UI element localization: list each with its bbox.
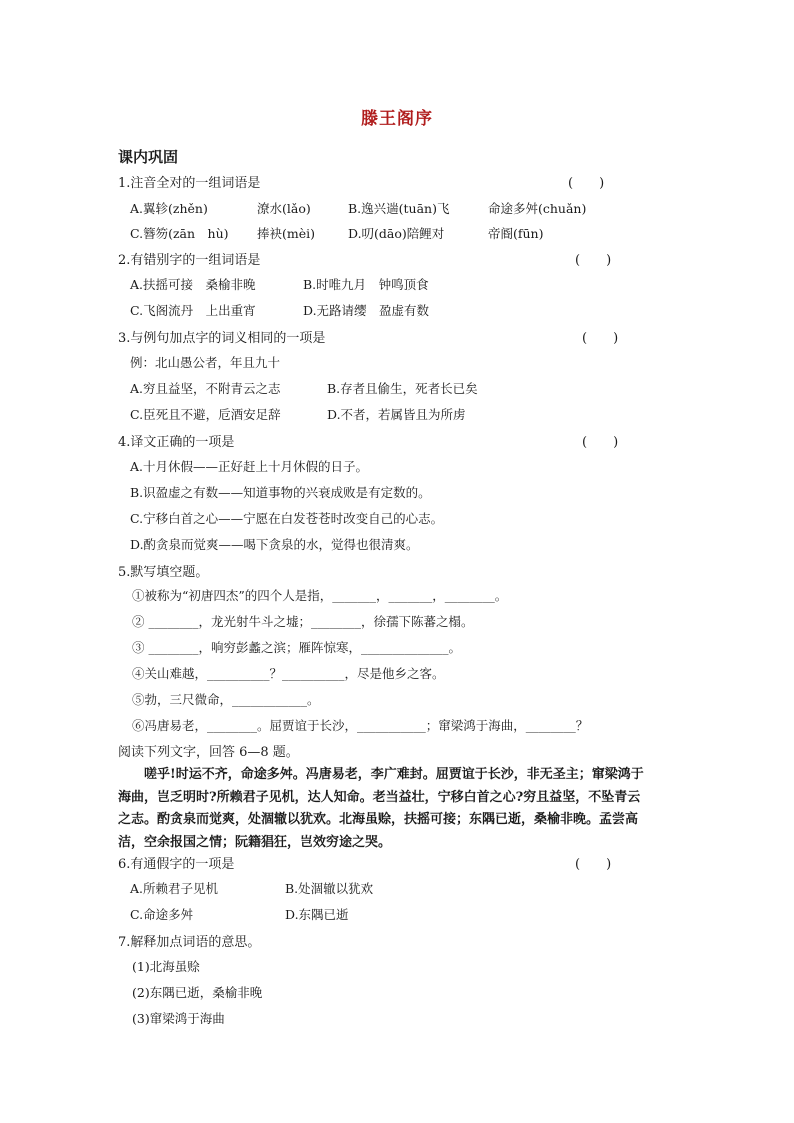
- q3-option-a: A.穷且益坚，不附青云之志: [130, 381, 281, 396]
- q5-blank-line-5: ⑤勃，三尺微命，____________。: [132, 692, 320, 707]
- q3-option-c: C.臣死且不避，卮酒安足辞: [130, 407, 281, 422]
- q7-item-1: (1)北海虽赊: [132, 959, 200, 974]
- q6-option-c: C.命途多舛: [130, 907, 194, 922]
- q4-stem: 4.译文正确的一项是: [118, 435, 235, 450]
- q2-answer-paren: ( ): [575, 253, 612, 268]
- q5-blank-line-2: ② ________，龙光射牛斗之墟；________，徐孺下陈蕃之榻。: [132, 614, 474, 629]
- q4-option-b: B.识盈虚之有数——知道事物的兴衰成败是有定数的。: [130, 485, 431, 500]
- q1-option-c1: C.簪笏(zān hù): [130, 226, 229, 241]
- q5-stem: 5.默写填空题。: [118, 565, 209, 580]
- q1-option-b1: B.逸兴遄(tuān)飞: [348, 201, 450, 216]
- q6-option-b: B.处涸辙以犹欢: [285, 881, 374, 896]
- q3-option-b: B.存者且偷生，死者长已矣: [327, 381, 478, 396]
- q5-blank-line-3: ③ ________，响穷彭蠡之滨；雁阵惊寒，______________。: [132, 640, 461, 655]
- q5-blank-line-6: ⑥冯唐易老，________。屈贾谊于长沙，___________；窜梁鸿于海曲，________？: [132, 718, 589, 733]
- q4-option-a: A.十月休假——正好赶上十月休假的日子。: [130, 459, 369, 474]
- q1-answer-paren: ( ): [568, 176, 605, 191]
- q1-option-d1: D.叨(dāo)陪鲤对: [348, 226, 445, 241]
- q7-item-2: (2)东隅已逝，桑榆非晚: [132, 985, 263, 1000]
- reading-passage: 嗟乎!时运不齐，命途多舛。冯唐易老，李广难封。屈贾谊于长沙，非无圣主；窜梁鸿于海曲，岂乏明时?所赖君子见机，达人知命。老当益壮，宁移白首之心?穷且益坚，不坠青云之志。酌贪泉而觉爽，处涸辙以犹欢。北海虽赊，扶摇可接；东隅已逝，桑榆非晚。孟尝高洁，空余报国之情；阮籍猖狂，岂效穷途之哭。: [118, 767, 644, 850]
- page-title: 滕王阁序: [361, 109, 433, 129]
- reading-intro: 阅读下列文字，回答 6—8 题。: [118, 745, 299, 760]
- q1-option-d2: 帝阍(fūn): [488, 226, 544, 241]
- q2-option-a: A.扶摇可接 桑榆非晚: [130, 277, 256, 292]
- q2-option-b: B.时唯九月 钟鸣顶食: [303, 277, 429, 292]
- q4-option-d: D.酌贪泉而觉爽——喝下贪泉的水，觉得也很清爽。: [130, 537, 419, 552]
- q7-stem: 7.解释加点词语的意思。: [118, 935, 261, 950]
- q4-answer-paren: ( ): [582, 435, 619, 450]
- q1-option-c2: 捧袂(mèi): [257, 226, 316, 241]
- q6-option-d: D.东隅已逝: [285, 907, 349, 922]
- q6-stem: 6.有通假字的一项是: [118, 857, 235, 872]
- q3-example: 例：北山愚公者，年且九十: [130, 355, 281, 370]
- q5-blank-line-1: ①被称为“初唐四杰”的四个人是指，_______，_______，________。: [132, 588, 508, 603]
- q3-stem: 3.与例句加点字的词义相同的一项是: [118, 331, 326, 346]
- q2-option-c: C.飞阁流丹 上出重宵: [130, 303, 256, 318]
- q5-blank-line-4: ④关山难越，__________？__________，尽是他乡之客。: [132, 666, 445, 681]
- q4-option-c: C.宁移白首之心——宁愿在白发苍苍时改变自己的心志。: [130, 511, 444, 526]
- q3-answer-paren: ( ): [582, 331, 619, 346]
- q3-option-d: D.不者，若属皆且为所虏: [327, 407, 466, 422]
- section-heading: 课内巩固: [118, 148, 179, 166]
- q1-option-b2: 命途多舛(chuǎn): [488, 201, 587, 216]
- q7-item-3: (3)窜梁鸿于海曲: [132, 1011, 225, 1026]
- q1-option-a1: A.翼轸(zhěn): [130, 201, 208, 216]
- q6-option-a: A.所赖君子见机: [130, 881, 219, 896]
- q2-stem: 2.有错别字的一组词语是: [118, 253, 261, 268]
- q1-stem: 1.注音全对的一组词语是: [118, 176, 261, 191]
- q2-option-d: D.无路请缨 盈虚有数: [303, 303, 430, 318]
- q1-option-a2: 潦水(lǎo): [257, 201, 311, 216]
- q6-answer-paren: ( ): [575, 857, 612, 872]
